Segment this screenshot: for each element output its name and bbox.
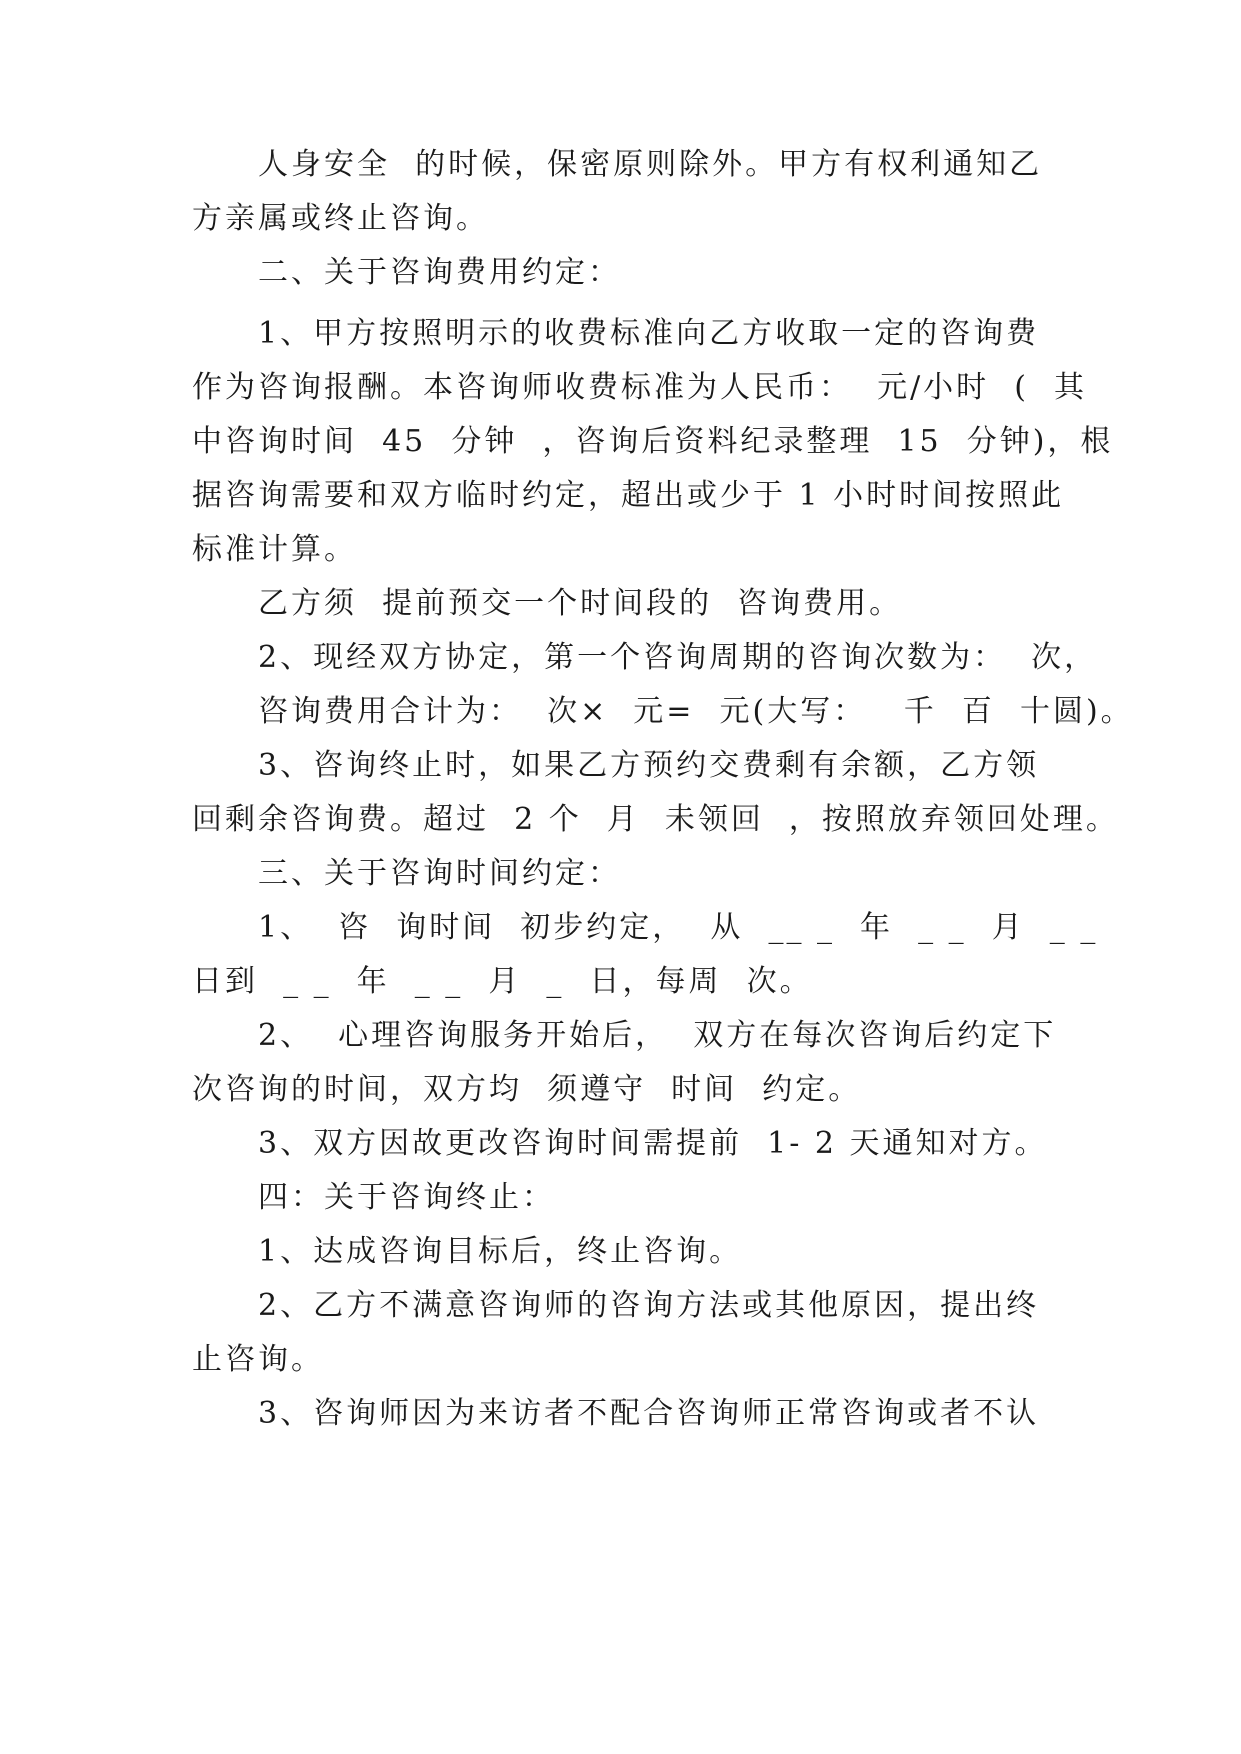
text-line: 乙方须 提前预交一个时间段的 咨询费用。	[258, 586, 903, 621]
text-line: 1、 咨 询时间 初步约定， 从 __ _ 年 _ _ 月 _ _	[258, 910, 1099, 945]
section-heading: 三、关于咨询时间约定：	[258, 856, 621, 891]
text-line: 据咨询需要和双方临时约定，超出或少于 1 小时时间按照此	[192, 478, 1065, 513]
text-line: 次咨询的时间，双方均 须遵守 时间 约定。	[192, 1072, 862, 1107]
section-heading: 二、关于咨询费用约定：	[258, 255, 621, 290]
text-line: 方亲属或终止咨询。	[192, 201, 489, 236]
section-heading: 四：关于咨询终止：	[258, 1180, 555, 1215]
text-line: 2、现经双方协定，第一个咨询周期的咨询次数为： 次，	[258, 640, 1098, 675]
text-line: 3、双方因故更改咨询时间需提前 1- 2 天通知对方。	[258, 1126, 1048, 1161]
text-line: 3、咨询师因为来访者不配合咨询师正常咨询或者不认	[258, 1396, 1040, 1431]
text-line: 人身安全 的时候，保密原则除外。甲方有权利通知乙	[258, 147, 1043, 182]
text-line: 中咨询时间 45 分钟 ，咨询后资料纪录整理 15 分钟)，根	[192, 424, 1114, 459]
text-line: 止咨询。	[192, 1342, 324, 1377]
text-line: 1、达成咨询目标后，终止咨询。	[258, 1234, 743, 1269]
text-line: 标准计算。	[192, 532, 357, 567]
text-line: 回剩余咨询费。超过 2 个 月 未领回 ，按照放弃领回处理。	[192, 802, 1119, 837]
text-line: 1、甲方按照明示的收费标准向乙方收取一定的咨询费	[258, 316, 1040, 351]
text-line: 3、咨询终止时，如果乙方预约交费剩有余额，乙方领	[258, 748, 1040, 783]
text-line: 作为咨询报酬。本咨询师收费标准为人民币： 元/小时 ( 其	[192, 370, 1088, 405]
text-line: 2、乙方不满意咨询师的咨询方法或其他原因，提出终	[258, 1288, 1040, 1323]
text-line: 日到 _ _ 年 _ _ 月 _ 日，每周 次。	[192, 964, 813, 999]
text-line: 咨询费用合计为： 次× 元= 元(大写： 千 百 十圆)。	[258, 694, 1134, 729]
text-line: 2、 心理咨询服务开始后， 双方在每次咨询后约定下	[258, 1018, 1057, 1053]
